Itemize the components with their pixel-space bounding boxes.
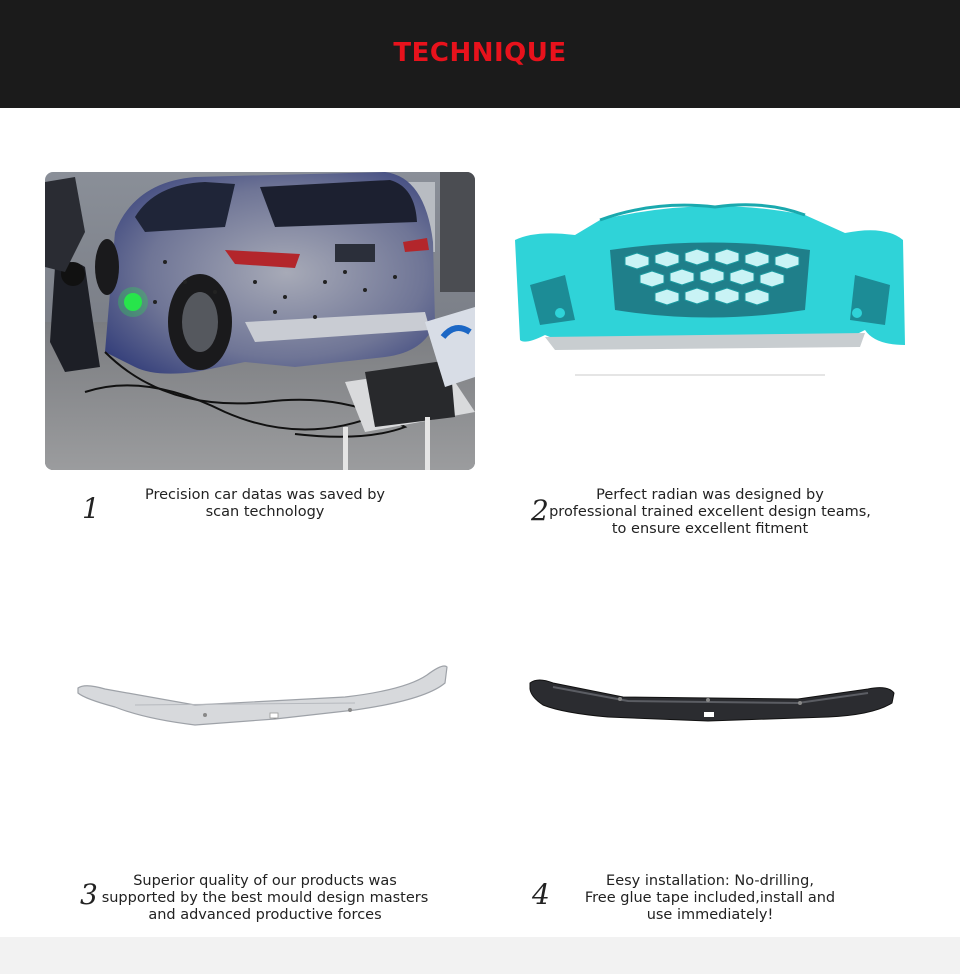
black-lip-image: [528, 675, 896, 730]
feature-number-3: 3: [80, 878, 98, 911]
bumper-3d-render: [505, 195, 915, 395]
caption-line: Free glue tape included,install and: [584, 890, 836, 906]
caption-line: scan technology: [205, 504, 325, 520]
page-title: TECHNIQUE: [393, 38, 567, 68]
caption-line: supported by the best mould design masters: [101, 890, 429, 906]
footer-strip: [0, 937, 960, 974]
car-scan-photo: [45, 172, 475, 470]
feature-caption-1: [115, 487, 415, 521]
feature-number-1: 1: [82, 492, 100, 525]
caption-line: Precision car datas was saved by: [144, 487, 385, 503]
caption-line: use immediately!: [646, 907, 774, 923]
feature-number-4: 4: [532, 878, 550, 911]
feature-caption-2: [545, 487, 875, 538]
feature-number-2: 2: [531, 494, 549, 527]
caption-line: to ensure excellent fitment: [611, 521, 809, 537]
caption-line: Eesy installation: No-drilling,: [606, 873, 814, 889]
header-banner: [0, 0, 960, 108]
caption-line: Superior quality of our products was: [133, 873, 397, 889]
caption-line: professional trained excellent design teams,: [549, 504, 871, 520]
feature-caption-4: [570, 873, 850, 924]
feature-caption-3: [100, 873, 430, 924]
caption-line: Perfect radian was designed by: [596, 487, 824, 503]
caption-line: and advanced productive forces: [148, 907, 382, 923]
silver-lip-image: [75, 655, 450, 735]
